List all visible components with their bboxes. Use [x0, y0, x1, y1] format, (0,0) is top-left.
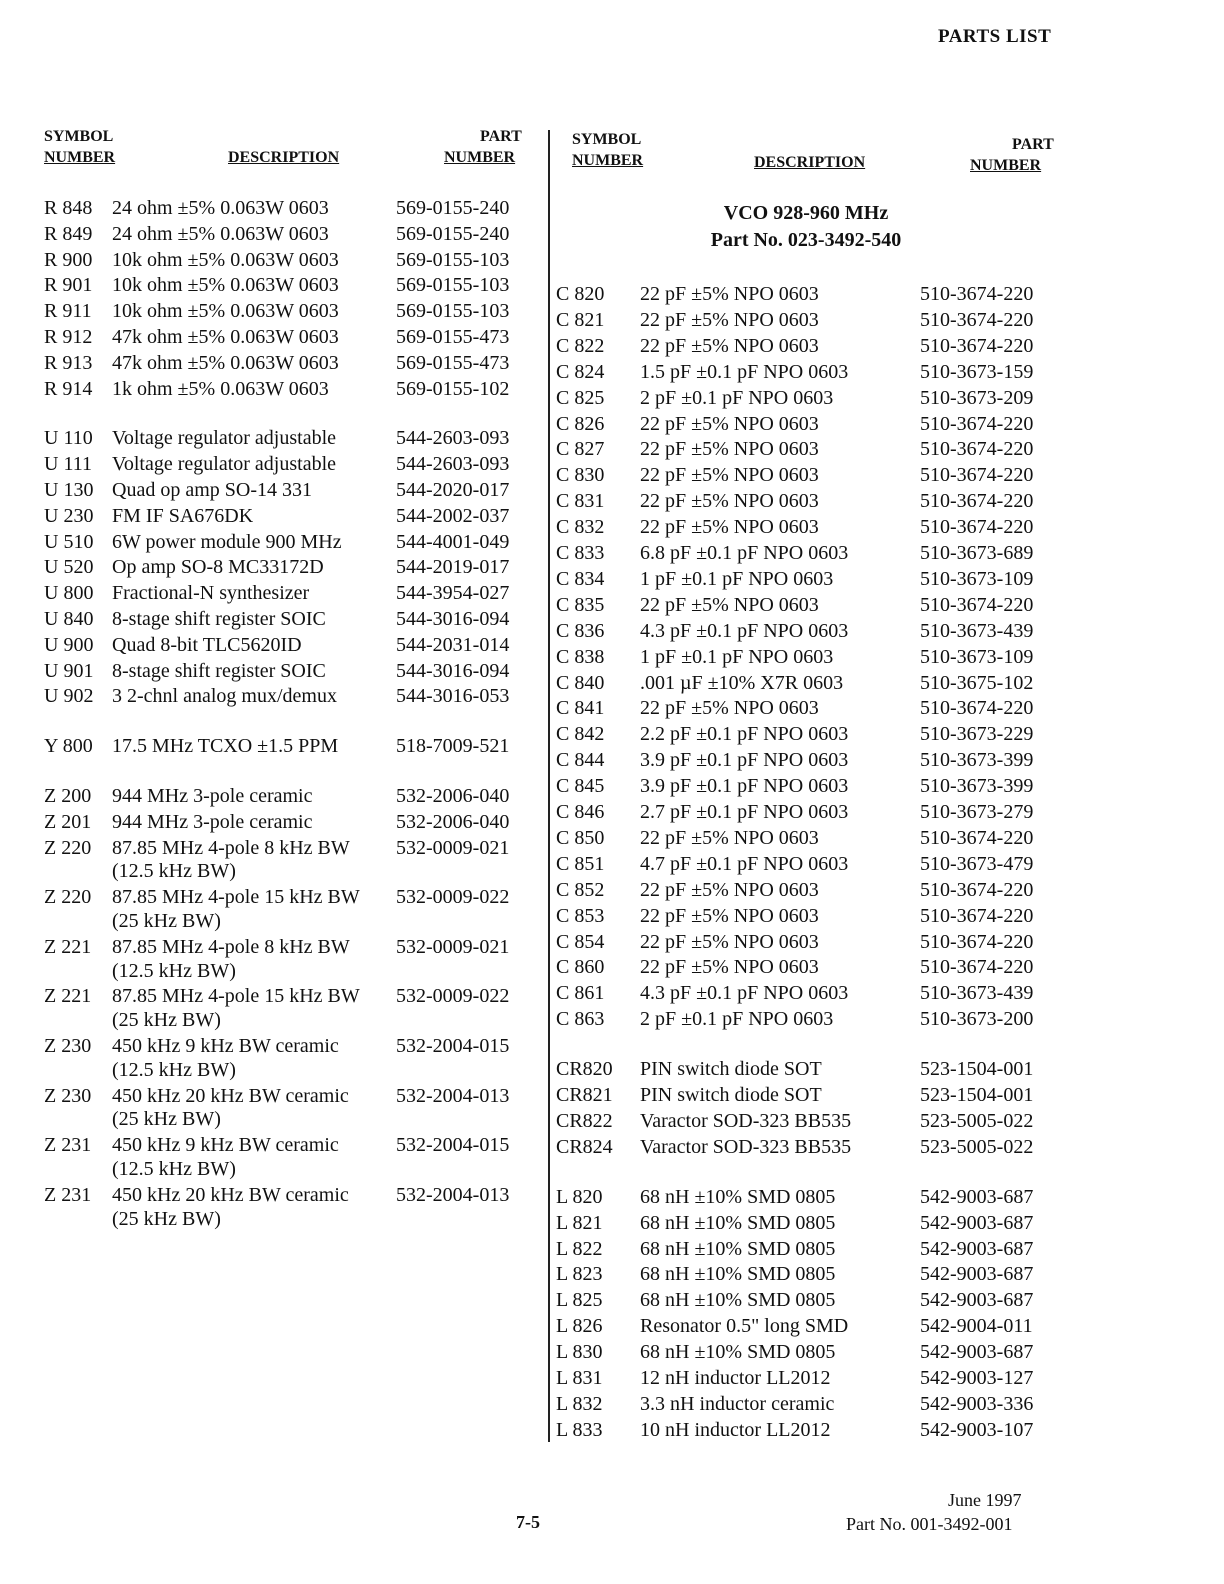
- symbol-number: C 854: [556, 930, 605, 953]
- part-number: 544-3016-094: [396, 608, 510, 630]
- symbol-number: C 850: [556, 826, 605, 849]
- right-header-symbol: SYMBOL: [572, 131, 642, 148]
- part-number: 510-3673-689: [920, 542, 1034, 564]
- part-number: 510-3674-220: [920, 283, 1034, 305]
- part-number: 532-2004-015: [396, 1035, 510, 1057]
- symbol-number: CR822: [556, 1109, 613, 1132]
- column-divider: [548, 130, 550, 1442]
- part-description: 4.3 pF ±0.1 pF NPO 0603: [640, 982, 849, 1005]
- part-description: 12 nH inductor LL2012: [640, 1367, 831, 1389]
- part-number: 542-9003-687: [920, 1185, 1034, 1208]
- part-number: 569-0155-240: [396, 222, 510, 245]
- part-number: 510-3673-200: [920, 1008, 1034, 1031]
- part-number: 518-7009-521: [396, 735, 510, 758]
- part-description: PIN switch diode SOT: [640, 1084, 822, 1106]
- part-number: 510-3673-109: [920, 645, 1034, 668]
- part-description: 22 pF ±5% NPO 0603: [640, 826, 819, 849]
- part-description: 22 pF ±5% NPO 0603: [640, 697, 819, 720]
- symbol-number: Z 230: [44, 1084, 92, 1107]
- part-description: 22 pF ±5% NPO 0603: [640, 904, 819, 927]
- part-number: 532-0009-022: [396, 985, 510, 1008]
- part-description: Voltage regulator adjustable: [112, 427, 337, 450]
- description-continuation: (12.5 kHz BW): [112, 1158, 236, 1180]
- part-number: 542-9003-107: [920, 1418, 1034, 1441]
- symbol-number: C 838: [556, 645, 605, 668]
- part-description: 87.85 MHz 4-pole 8 kHz BW: [112, 836, 350, 859]
- part-number: 510-3674-220: [920, 490, 1034, 513]
- part-description: 450 kHz 20 kHz BW ceramic: [112, 1183, 349, 1206]
- part-description: 450 kHz 9 kHz BW ceramic: [112, 1134, 339, 1157]
- part-description: 6W power module 900 MHz: [112, 530, 342, 553]
- symbol-number: Y 800: [44, 735, 93, 758]
- symbol-number: R 914: [44, 377, 93, 400]
- part-description: 87.85 MHz 4-pole 8 kHz BW: [112, 935, 350, 958]
- part-number: 510-3674-220: [920, 334, 1034, 357]
- part-number: 510-3674-220: [920, 826, 1034, 849]
- part-number: 544-2020-017: [396, 479, 510, 501]
- symbol-number: C 863: [556, 1008, 605, 1031]
- part-number: 532-2006-040: [396, 785, 510, 807]
- part-number: 544-3954-027: [396, 582, 510, 605]
- part-description: 68 nH ±10% SMD 0805: [640, 1289, 836, 1312]
- part-description: 68 nH ±10% SMD 0805: [640, 1185, 836, 1208]
- symbol-number: C 824: [556, 360, 605, 383]
- part-description: Resonator 0.5" long SMD: [640, 1315, 849, 1338]
- symbol-number: C 861: [556, 982, 605, 1005]
- right-header-number: NUMBER: [572, 152, 644, 169]
- left-header-description: DESCRIPTION: [228, 149, 340, 166]
- part-description: 24 ohm ±5% 0.063W 0603: [112, 222, 329, 245]
- part-number: 523-5005-022: [920, 1135, 1034, 1158]
- part-description: 10k ohm ±5% 0.063W 0603: [112, 300, 339, 323]
- symbol-number: R 913: [44, 351, 93, 374]
- part-number: 510-3674-220: [920, 697, 1034, 720]
- symbol-number: R 900: [44, 248, 93, 271]
- symbol-number: C 844: [556, 749, 605, 772]
- symbol-number: CR820: [556, 1058, 613, 1081]
- symbol-number: L 826: [556, 1315, 603, 1338]
- part-number: 569-0155-102: [396, 377, 510, 400]
- description-continuation: (12.5 kHz BW): [112, 959, 236, 982]
- symbol-number: Z 220: [44, 836, 92, 859]
- part-description: 17.5 MHz TCXO ±1.5 PPM: [112, 735, 339, 758]
- part-description: 22 pF ±5% NPO 0603: [640, 438, 819, 461]
- symbol-number: U 900: [44, 633, 94, 656]
- part-number: 544-3016-094: [396, 659, 510, 682]
- symbol-number: CR821: [556, 1084, 613, 1106]
- part-description: 1 pF ±0.1 pF NPO 0603: [640, 567, 834, 590]
- right-header-part-number: NUMBER: [970, 157, 1042, 174]
- description-continuation: (25 kHz BW): [112, 1108, 221, 1131]
- part-number: 542-9003-687: [920, 1289, 1034, 1312]
- part-description: 450 kHz 20 kHz BW ceramic: [112, 1084, 349, 1107]
- symbol-number: L 832: [556, 1392, 603, 1415]
- part-description: 47k ohm ±5% 0.063W 0603: [112, 351, 339, 374]
- symbol-number: C 841: [556, 697, 605, 720]
- symbol-number: Z 221: [44, 985, 92, 1008]
- part-number: 510-3673-159: [920, 360, 1034, 383]
- part-description: 22 pF ±5% NPO 0603: [640, 956, 819, 979]
- part-description: 22 pF ±5% NPO 0603: [640, 516, 819, 539]
- part-description: PIN switch diode SOT: [640, 1058, 822, 1081]
- symbol-number: C 833: [556, 542, 605, 564]
- right-header-description: DESCRIPTION: [754, 154, 866, 171]
- part-number: 544-2603-093: [396, 453, 510, 476]
- part-description: 8-stage shift register SOIC: [112, 659, 326, 682]
- symbol-number: C 836: [556, 619, 605, 642]
- symbol-number: C 853: [556, 904, 605, 927]
- symbol-number: U 130: [44, 479, 94, 501]
- symbol-number: L 821: [556, 1211, 603, 1234]
- footer-date: June 1997: [948, 1490, 1022, 1510]
- part-description: 944 MHz 3-pole ceramic: [112, 810, 313, 833]
- symbol-number: U 111: [44, 453, 92, 476]
- part-description: 3.3 nH inductor ceramic: [640, 1392, 835, 1415]
- symbol-number: Z 200: [44, 785, 92, 807]
- symbol-number: CR824: [556, 1135, 613, 1158]
- part-description: 22 pF ±5% NPO 0603: [640, 878, 819, 901]
- part-number: 510-3674-220: [920, 593, 1034, 616]
- left-header-part-number: NUMBER: [444, 149, 516, 166]
- symbol-number: C 842: [556, 723, 605, 746]
- part-number: 544-2019-017: [396, 556, 510, 579]
- symbol-number: C 832: [556, 516, 605, 539]
- symbol-number: C 835: [556, 593, 605, 616]
- left-header-number: NUMBER: [44, 149, 116, 166]
- part-number: 510-3674-220: [920, 878, 1034, 901]
- part-description: 450 kHz 9 kHz BW ceramic: [112, 1035, 339, 1057]
- part-number: 532-2004-015: [396, 1134, 510, 1157]
- part-number: 510-3673-399: [920, 749, 1034, 772]
- part-number: 510-3673-439: [920, 982, 1034, 1005]
- part-description: 3.9 pF ±0.1 pF NPO 0603: [640, 775, 849, 798]
- part-description: 87.85 MHz 4-pole 15 kHz BW: [112, 985, 360, 1008]
- part-number: 544-3016-053: [396, 685, 510, 708]
- symbol-number: C 845: [556, 775, 605, 798]
- part-number: 510-3673-209: [920, 386, 1034, 409]
- part-description: 2 pF ±0.1 pF NPO 0603: [640, 386, 834, 409]
- part-description: 2.2 pF ±0.1 pF NPO 0603: [640, 723, 849, 746]
- part-number: 510-3673-279: [920, 801, 1034, 823]
- left-header-symbol: SYMBOL: [44, 128, 114, 145]
- part-description: 68 nH ±10% SMD 0805: [640, 1341, 836, 1364]
- symbol-number: C 826: [556, 412, 605, 435]
- part-number: 532-0009-021: [396, 836, 510, 859]
- part-description: 22 pF ±5% NPO 0603: [640, 490, 819, 513]
- part-number: 523-5005-022: [920, 1109, 1034, 1132]
- symbol-number: U 110: [44, 427, 93, 450]
- symbol-number: Z 221: [44, 935, 92, 958]
- page-header-title: PARTS LIST: [938, 26, 1052, 47]
- symbol-number: L 823: [556, 1263, 603, 1286]
- symbol-number: U 901: [44, 659, 94, 682]
- symbol-number: C 851: [556, 852, 605, 875]
- symbol-number: U 902: [44, 685, 94, 708]
- part-number: 542-9003-687: [920, 1211, 1034, 1234]
- part-description: 68 nH ±10% SMD 0805: [640, 1211, 836, 1234]
- symbol-number: Z 231: [44, 1183, 92, 1206]
- part-number: 569-0155-473: [396, 326, 510, 348]
- footer-part-number: Part No. 001-3492-001: [846, 1514, 1013, 1534]
- symbol-number: U 230: [44, 504, 94, 527]
- part-description: 6.8 pF ±0.1 pF NPO 0603: [640, 542, 849, 564]
- part-description: 87.85 MHz 4-pole 15 kHz BW: [112, 886, 360, 909]
- left-header-part: PART: [480, 128, 522, 145]
- part-description: .001 µF ±10% X7R 0603: [640, 671, 844, 694]
- part-description: 4.7 pF ±0.1 pF NPO 0603: [640, 852, 849, 875]
- part-number: 532-2006-040: [396, 810, 510, 833]
- part-number: 510-3673-109: [920, 567, 1034, 590]
- vco-section-subtitle: Part No. 023-3492-540: [710, 229, 902, 251]
- part-description: 22 pF ±5% NPO 0603: [640, 334, 819, 357]
- right-header-part: PART: [1012, 136, 1054, 153]
- part-number: 569-0155-103: [396, 300, 510, 323]
- symbol-number: C 827: [556, 438, 605, 461]
- symbol-number: Z 201: [44, 810, 92, 833]
- symbol-number: C 820: [556, 283, 605, 305]
- part-number: 510-3674-220: [920, 956, 1034, 979]
- part-description: Quad 8-bit TLC5620ID: [112, 633, 302, 656]
- symbol-number: C 825: [556, 386, 605, 409]
- symbol-number: U 800: [44, 582, 94, 605]
- symbol-number: U 520: [44, 556, 94, 579]
- part-number: 569-0155-103: [396, 248, 510, 271]
- part-description: 1k ohm ±5% 0.063W 0603: [112, 377, 329, 400]
- part-number: 510-3675-102: [920, 671, 1034, 694]
- part-description: Varactor SOD-323 BB535: [640, 1109, 852, 1132]
- part-number: 569-0155-240: [396, 197, 510, 219]
- part-description: 4.3 pF ±0.1 pF NPO 0603: [640, 619, 849, 642]
- part-description: Varactor SOD-323 BB535: [640, 1135, 852, 1158]
- symbol-number: C 831: [556, 490, 605, 513]
- part-number: 523-1504-001: [920, 1084, 1034, 1106]
- symbol-number: C 846: [556, 801, 605, 823]
- part-description: Fractional-N synthesizer: [112, 582, 310, 605]
- part-number: 523-1504-001: [920, 1058, 1034, 1081]
- part-description: 1 pF ±0.1 pF NPO 0603: [640, 645, 834, 668]
- part-number: 542-9003-127: [920, 1367, 1034, 1389]
- symbol-number: L 833: [556, 1418, 603, 1441]
- description-continuation: (12.5 kHz BW): [112, 1058, 236, 1081]
- part-number: 532-2004-013: [396, 1183, 510, 1206]
- part-number: 542-9003-687: [920, 1263, 1034, 1286]
- part-description: 1.5 pF ±0.1 pF NPO 0603: [640, 360, 849, 383]
- part-description: 2.7 pF ±0.1 pF NPO 0603: [640, 801, 849, 823]
- part-number: 510-3673-439: [920, 619, 1034, 642]
- part-description: 3 2-chnl analog mux/demux: [112, 685, 337, 708]
- description-continuation: (25 kHz BW): [112, 1009, 221, 1032]
- symbol-number: C 852: [556, 878, 605, 901]
- part-number: 542-9003-687: [920, 1341, 1034, 1364]
- part-number: 510-3673-229: [920, 723, 1034, 746]
- symbol-number: C 830: [556, 464, 605, 487]
- symbol-number: C 840: [556, 671, 605, 694]
- symbol-number: L 822: [556, 1237, 603, 1260]
- part-description: 68 nH ±10% SMD 0805: [640, 1237, 836, 1260]
- symbol-number: C 822: [556, 334, 605, 357]
- symbol-number: R 911: [44, 300, 92, 323]
- footer-page-number: 7-5: [516, 1512, 540, 1532]
- symbol-number: L 830: [556, 1341, 603, 1364]
- part-description: 3.9 pF ±0.1 pF NPO 0603: [640, 749, 849, 772]
- part-description: 22 pF ±5% NPO 0603: [640, 308, 819, 331]
- symbol-number: L 831: [556, 1367, 603, 1389]
- part-number: 532-2004-013: [396, 1084, 510, 1107]
- part-number: 510-3674-220: [920, 904, 1034, 927]
- part-description: Quad op amp SO-14 331: [112, 479, 312, 501]
- part-description: 944 MHz 3-pole ceramic: [112, 785, 313, 807]
- symbol-number: U 840: [44, 608, 94, 630]
- part-description: 2 pF ±0.1 pF NPO 0603: [640, 1008, 834, 1031]
- part-number: 542-9004-011: [920, 1315, 1033, 1338]
- symbol-number: Z 231: [44, 1134, 92, 1157]
- part-description: 22 pF ±5% NPO 0603: [640, 283, 819, 305]
- part-number: 510-3673-479: [920, 852, 1034, 875]
- symbol-number: C 821: [556, 308, 605, 331]
- symbol-number: C 834: [556, 567, 605, 590]
- part-number: 544-2603-093: [396, 427, 510, 450]
- description-continuation: (25 kHz BW): [112, 1207, 221, 1230]
- part-number: 544-2031-014: [396, 633, 510, 656]
- part-description: 24 ohm ±5% 0.063W 0603: [112, 197, 329, 219]
- part-number: 532-0009-022: [396, 886, 510, 909]
- part-number: 544-4001-049: [396, 530, 510, 553]
- part-number: 510-3674-220: [920, 516, 1034, 539]
- symbol-number: Z 220: [44, 886, 92, 909]
- symbol-number: Z 230: [44, 1035, 92, 1057]
- part-description: 8-stage shift register SOIC: [112, 608, 326, 630]
- part-number: 510-3674-220: [920, 308, 1034, 331]
- symbol-number: U 510: [44, 530, 94, 553]
- part-number: 510-3674-220: [920, 412, 1034, 435]
- part-number: 510-3674-220: [920, 464, 1034, 487]
- part-description: Op amp SO-8 MC33172D: [112, 556, 324, 579]
- part-number: 532-0009-021: [396, 935, 510, 958]
- symbol-number: L 820: [556, 1185, 603, 1208]
- part-description: 68 nH ±10% SMD 0805: [640, 1263, 836, 1286]
- part-number: 542-9003-336: [920, 1392, 1034, 1415]
- part-number: 544-2002-037: [396, 504, 510, 527]
- symbol-number: R 901: [44, 274, 93, 297]
- part-description: 10k ohm ±5% 0.063W 0603: [112, 274, 339, 297]
- description-continuation: (12.5 kHz BW): [112, 860, 236, 883]
- part-number: 510-3674-220: [920, 438, 1034, 461]
- part-number: 510-3673-399: [920, 775, 1034, 798]
- part-description: 10 nH inductor LL2012: [640, 1418, 831, 1441]
- symbol-number: R 912: [44, 326, 93, 348]
- part-description: Voltage regulator adjustable: [112, 453, 337, 476]
- part-description: 22 pF ±5% NPO 0603: [640, 464, 819, 487]
- part-number: 510-3674-220: [920, 930, 1034, 953]
- description-continuation: (25 kHz BW): [112, 910, 221, 932]
- part-description: 22 pF ±5% NPO 0603: [640, 930, 819, 953]
- part-number: 569-0155-103: [396, 274, 510, 297]
- part-number: 569-0155-473: [396, 351, 510, 374]
- symbol-number: C 860: [556, 956, 605, 979]
- part-description: 22 pF ±5% NPO 0603: [640, 593, 819, 616]
- symbol-number: R 849: [44, 222, 93, 245]
- part-description: FM IF SA676DK: [112, 504, 254, 527]
- vco-section-title: VCO 928-960 MHz: [723, 202, 889, 224]
- part-description: 22 pF ±5% NPO 0603: [640, 412, 819, 435]
- part-description: 47k ohm ±5% 0.063W 0603: [112, 326, 339, 348]
- part-number: 542-9003-687: [920, 1237, 1034, 1260]
- symbol-number: R 848: [44, 197, 93, 219]
- part-description: 10k ohm ±5% 0.063W 0603: [112, 248, 339, 271]
- symbol-number: L 825: [556, 1289, 603, 1312]
